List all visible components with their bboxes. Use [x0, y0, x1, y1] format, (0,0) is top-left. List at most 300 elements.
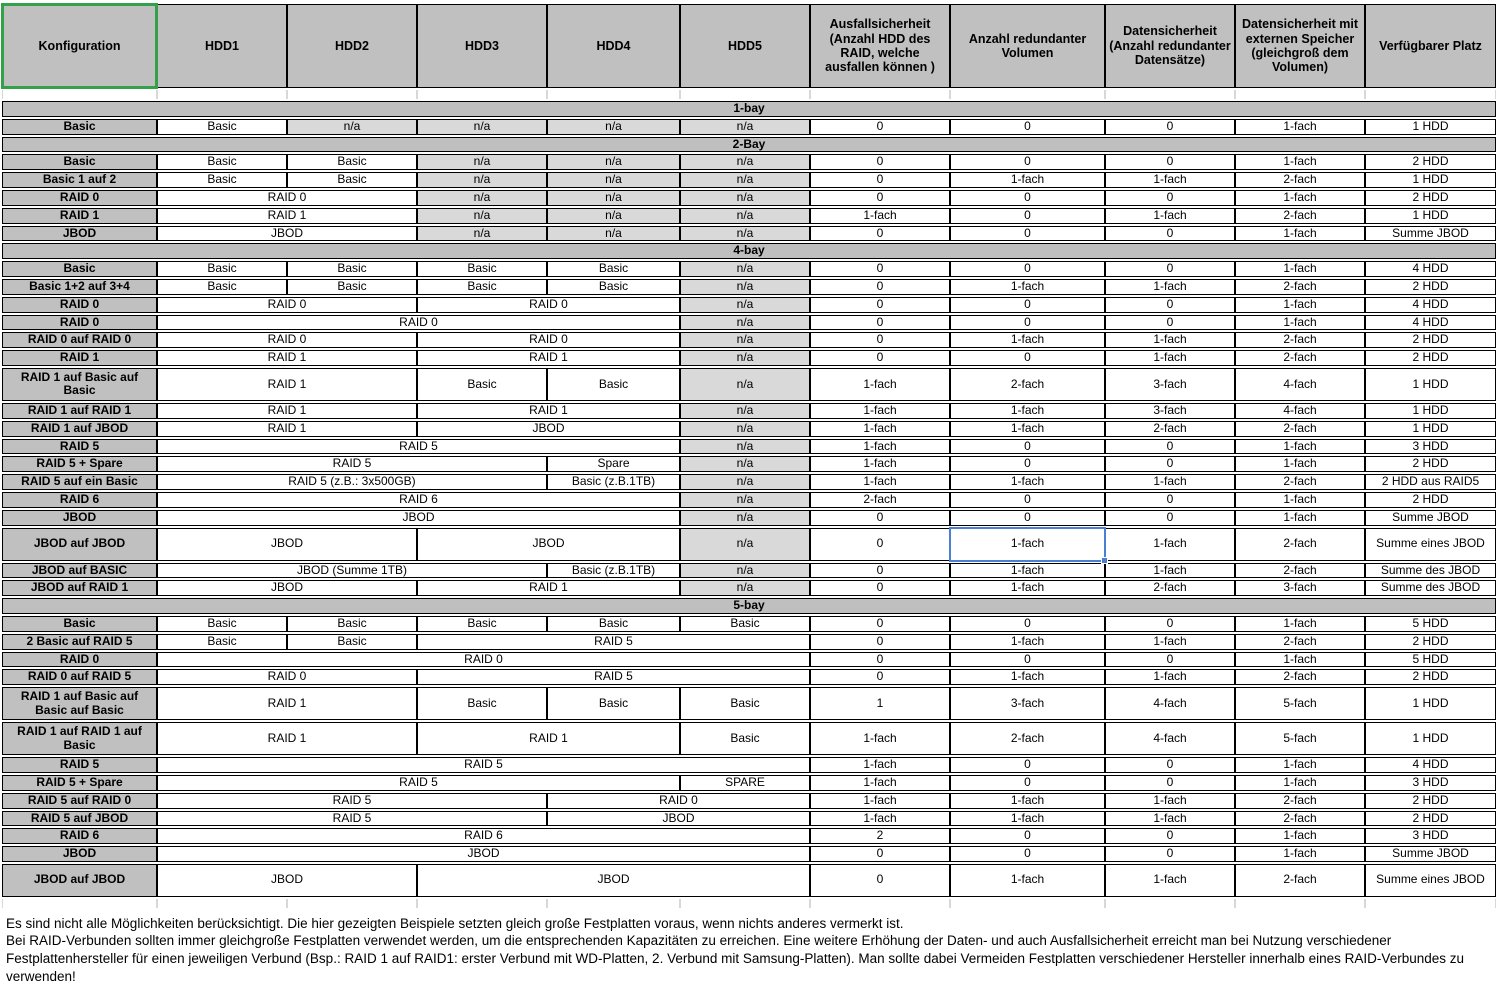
config-cell[interactable]: RAID 0 auf RAID 5: [2, 669, 157, 685]
empty-grid-cell[interactable]: [157, 90, 287, 99]
value-cell[interactable]: 1-fach: [950, 403, 1105, 419]
empty-grid-cell[interactable]: [1365, 899, 1496, 908]
header-cell-5[interactable]: HDD5: [680, 4, 810, 88]
value-cell[interactable]: 1-fach: [1235, 119, 1365, 135]
hdd-cell[interactable]: JBOD: [417, 864, 810, 897]
hdd-cell[interactable]: Basic: [157, 616, 287, 632]
value-cell[interactable]: 2 HDD: [1365, 279, 1496, 295]
section-bar-1-bay[interactable]: 1-bay: [2, 101, 1496, 117]
hdd-cell[interactable]: Basic: [287, 172, 417, 188]
config-cell[interactable]: JBOD auf BASIC: [2, 563, 157, 579]
empty-grid-cell[interactable]: [547, 90, 680, 99]
hdd-cell[interactable]: RAID 5: [157, 811, 547, 827]
value-cell[interactable]: Summe JBOD: [1365, 846, 1496, 862]
value-cell[interactable]: 1-fach: [950, 864, 1105, 897]
value-cell[interactable]: 0: [810, 634, 950, 650]
value-cell[interactable]: 1-fach: [1235, 226, 1365, 242]
value-cell[interactable]: 2-fach: [1235, 421, 1365, 437]
value-cell[interactable]: 0: [1105, 846, 1235, 862]
value-cell[interactable]: Summe eines JBOD: [1365, 864, 1496, 897]
value-cell[interactable]: 1-fach: [950, 563, 1105, 579]
value-cell[interactable]: 1 HDD: [1365, 119, 1496, 135]
value-cell[interactable]: 1-fach: [950, 580, 1105, 596]
value-cell[interactable]: 0: [810, 510, 950, 526]
value-cell[interactable]: 1-fach: [810, 793, 950, 809]
value-cell[interactable]: 0: [810, 528, 950, 561]
value-cell[interactable]: 1-fach: [1105, 208, 1235, 224]
value-cell[interactable]: 0: [810, 190, 950, 206]
config-cell[interactable]: RAID 0: [2, 190, 157, 206]
value-cell[interactable]: 4 HDD: [1365, 297, 1496, 313]
value-cell[interactable]: 0: [810, 279, 950, 295]
value-cell[interactable]: 2-fach: [1105, 580, 1235, 596]
hdd-cell[interactable]: Basic: [157, 279, 287, 295]
hdd-cell[interactable]: n/a: [417, 154, 547, 170]
value-cell[interactable]: 1: [810, 687, 950, 720]
value-cell[interactable]: 2-fach: [1235, 563, 1365, 579]
hdd-cell[interactable]: RAID 0: [157, 332, 417, 348]
hdd-cell[interactable]: RAID 6: [157, 492, 680, 508]
hdd-cell[interactable]: n/a: [680, 154, 810, 170]
hdd-cell[interactable]: Basic (z.B.1TB): [547, 563, 680, 579]
value-cell[interactable]: 3 HDD: [1365, 439, 1496, 455]
value-cell[interactable]: 1-fach: [1105, 793, 1235, 809]
empty-grid-cell[interactable]: [2, 899, 157, 908]
config-cell[interactable]: Basic: [2, 616, 157, 632]
value-cell[interactable]: 1-fach: [1105, 474, 1235, 490]
value-cell[interactable]: 1-fach: [1105, 279, 1235, 295]
hdd-cell[interactable]: RAID 5 (z.B.: 3x500GB): [157, 474, 547, 490]
hdd-cell[interactable]: Basic: [417, 368, 547, 401]
value-cell[interactable]: 0: [810, 315, 950, 331]
value-cell[interactable]: 3-fach: [950, 687, 1105, 720]
hdd-cell[interactable]: n/a: [680, 297, 810, 313]
hdd-cell[interactable]: RAID 5: [157, 439, 680, 455]
hdd-cell[interactable]: Basic: [417, 261, 547, 277]
value-cell[interactable]: 0: [1105, 154, 1235, 170]
value-cell[interactable]: 1-fach: [1105, 864, 1235, 897]
config-cell[interactable]: RAID 5: [2, 757, 157, 773]
config-cell[interactable]: JBOD auf RAID 1: [2, 580, 157, 596]
empty-grid-cell[interactable]: [417, 90, 547, 99]
hdd-cell[interactable]: JBOD: [157, 864, 417, 897]
value-cell[interactable]: Summe JBOD: [1365, 226, 1496, 242]
hdd-cell[interactable]: n/a: [680, 439, 810, 455]
config-cell[interactable]: JBOD auf JBOD: [2, 528, 157, 561]
value-cell[interactable]: 2 HDD: [1365, 190, 1496, 206]
header-cell-7[interactable]: Anzahl redundanter Volumen: [950, 4, 1105, 88]
value-cell[interactable]: 0: [950, 190, 1105, 206]
hdd-cell[interactable]: n/a: [680, 226, 810, 242]
hdd-cell[interactable]: JBOD: [417, 421, 680, 437]
hdd-cell[interactable]: RAID 5: [157, 775, 680, 791]
config-cell[interactable]: RAID 1: [2, 208, 157, 224]
value-cell[interactable]: 1-fach: [1105, 634, 1235, 650]
value-cell[interactable]: 2-fach: [1235, 793, 1365, 809]
hdd-cell[interactable]: n/a: [680, 580, 810, 596]
value-cell[interactable]: 0: [950, 226, 1105, 242]
hdd-cell[interactable]: RAID 1: [157, 687, 417, 720]
hdd-cell[interactable]: n/a: [680, 403, 810, 419]
value-cell[interactable]: 0: [1105, 492, 1235, 508]
value-cell[interactable]: 2-fach: [1105, 421, 1235, 437]
value-cell[interactable]: 1-fach: [950, 474, 1105, 490]
value-cell[interactable]: 0: [810, 332, 950, 348]
hdd-cell[interactable]: RAID 0: [157, 190, 417, 206]
value-cell[interactable]: 4 HDD: [1365, 261, 1496, 277]
hdd-cell[interactable]: Basic: [157, 634, 287, 650]
value-cell[interactable]: 3-fach: [1235, 580, 1365, 596]
value-cell[interactable]: 1 HDD: [1365, 421, 1496, 437]
value-cell[interactable]: 0: [950, 652, 1105, 668]
hdd-cell[interactable]: JBOD: [157, 226, 417, 242]
value-cell[interactable]: 0: [950, 208, 1105, 224]
value-cell[interactable]: 2-fach: [1235, 279, 1365, 295]
value-cell[interactable]: 0: [1105, 652, 1235, 668]
value-cell[interactable]: 0: [950, 297, 1105, 313]
empty-grid-cell[interactable]: [417, 899, 547, 908]
hdd-cell[interactable]: n/a: [417, 119, 547, 135]
value-cell[interactable]: 2 HDD: [1365, 332, 1496, 348]
hdd-cell[interactable]: n/a: [417, 190, 547, 206]
header-cell-8[interactable]: Datensicherheit (Anzahl redundanter Datensätze): [1105, 4, 1235, 88]
value-cell[interactable]: 1-fach: [810, 368, 950, 401]
value-cell[interactable]: 0: [810, 846, 950, 862]
hdd-cell[interactable]: n/a: [547, 119, 680, 135]
header-cell-1[interactable]: HDD1: [157, 4, 287, 88]
hdd-cell[interactable]: RAID 0: [157, 315, 680, 331]
value-cell[interactable]: 1 HDD: [1365, 208, 1496, 224]
hdd-cell[interactable]: Basic: [287, 634, 417, 650]
config-cell[interactable]: RAID 5 auf RAID 0: [2, 793, 157, 809]
value-cell[interactable]: 2-fach: [1235, 350, 1365, 366]
config-cell[interactable]: JBOD: [2, 510, 157, 526]
hdd-cell[interactable]: Basic: [547, 687, 680, 720]
value-cell[interactable]: 5 HDD: [1365, 652, 1496, 668]
value-cell[interactable]: 4 HDD: [1365, 315, 1496, 331]
config-cell[interactable]: RAID 5 + Spare: [2, 775, 157, 791]
value-cell[interactable]: 0: [950, 510, 1105, 526]
value-cell[interactable]: 1-fach: [810, 474, 950, 490]
value-cell[interactable]: 0: [950, 828, 1105, 844]
value-cell[interactable]: 2-fach: [1235, 669, 1365, 685]
empty-grid-cell[interactable]: [287, 90, 417, 99]
empty-grid-cell[interactable]: [1235, 899, 1365, 908]
value-cell[interactable]: 2-fach: [1235, 332, 1365, 348]
value-cell[interactable]: 1-fach: [1105, 528, 1235, 561]
hdd-cell[interactable]: n/a: [547, 154, 680, 170]
hdd-cell[interactable]: JBOD: [157, 580, 417, 596]
hdd-cell[interactable]: n/a: [680, 510, 810, 526]
value-cell[interactable]: 2: [810, 828, 950, 844]
config-cell[interactable]: RAID 5 auf ein Basic: [2, 474, 157, 490]
hdd-cell[interactable]: n/a: [547, 208, 680, 224]
hdd-cell[interactable]: n/a: [680, 456, 810, 472]
value-cell[interactable]: 2 HDD: [1365, 492, 1496, 508]
hdd-cell[interactable]: Spare: [547, 456, 680, 472]
value-cell[interactable]: 0: [950, 846, 1105, 862]
value-cell[interactable]: 3-fach: [1105, 403, 1235, 419]
hdd-cell[interactable]: n/a: [547, 190, 680, 206]
hdd-cell[interactable]: RAID 1: [157, 403, 417, 419]
value-cell[interactable]: 1 HDD: [1365, 687, 1496, 720]
value-cell[interactable]: 0: [810, 563, 950, 579]
hdd-cell[interactable]: JBOD: [157, 528, 417, 561]
value-cell[interactable]: 1 HDD: [1365, 368, 1496, 401]
config-cell[interactable]: RAID 5: [2, 439, 157, 455]
empty-grid-cell[interactable]: [810, 90, 950, 99]
hdd-cell[interactable]: n/a: [680, 261, 810, 277]
value-cell[interactable]: 0: [950, 315, 1105, 331]
hdd-cell[interactable]: RAID 5: [157, 793, 547, 809]
selected-cell[interactable]: 1-fach: [950, 528, 1105, 561]
empty-grid-cell[interactable]: [1235, 90, 1365, 99]
config-cell[interactable]: RAID 1 auf Basic auf Basic: [2, 368, 157, 401]
header-cell-3[interactable]: HDD3: [417, 4, 547, 88]
value-cell[interactable]: 0: [950, 154, 1105, 170]
value-cell[interactable]: 1-fach: [1105, 350, 1235, 366]
empty-grid-cell[interactable]: [810, 899, 950, 908]
value-cell[interactable]: 5-fach: [1235, 687, 1365, 720]
value-cell[interactable]: 0: [950, 775, 1105, 791]
header-cell-0[interactable]: Konfiguration: [2, 4, 157, 88]
value-cell[interactable]: 1-fach: [1105, 172, 1235, 188]
hdd-cell[interactable]: Basic: [287, 279, 417, 295]
hdd-cell[interactable]: Basic: [547, 261, 680, 277]
value-cell[interactable]: 0: [950, 439, 1105, 455]
value-cell[interactable]: 2 HDD aus RAID5: [1365, 474, 1496, 490]
header-cell-6[interactable]: Ausfallsicherheit (Anzahl HDD des RAID, welche ausfallen können ): [810, 4, 950, 88]
hdd-cell[interactable]: Basic: [547, 279, 680, 295]
value-cell[interactable]: 2 HDD: [1365, 350, 1496, 366]
hdd-cell[interactable]: Basic: [417, 687, 547, 720]
section-bar-5-bay[interactable]: 5-bay: [2, 598, 1496, 614]
header-cell-9[interactable]: Datensicherheit mit externen Speicher (gleichgroß dem Volumen): [1235, 4, 1365, 88]
header-cell-2[interactable]: HDD2: [287, 4, 417, 88]
value-cell[interactable]: 2 HDD: [1365, 793, 1496, 809]
value-cell[interactable]: 4-fach: [1105, 687, 1235, 720]
hdd-cell[interactable]: RAID 5: [157, 757, 810, 773]
hdd-cell[interactable]: RAID 1: [157, 368, 417, 401]
hdd-cell[interactable]: JBOD: [157, 510, 680, 526]
config-cell[interactable]: RAID 0 auf RAID 0: [2, 332, 157, 348]
value-cell[interactable]: 1-fach: [810, 421, 950, 437]
value-cell[interactable]: 3 HDD: [1365, 828, 1496, 844]
value-cell[interactable]: 0: [810, 226, 950, 242]
hdd-cell[interactable]: Basic: [680, 722, 810, 755]
value-cell[interactable]: 4-fach: [1235, 403, 1365, 419]
hdd-cell[interactable]: Basic: [680, 687, 810, 720]
value-cell[interactable]: 1-fach: [950, 421, 1105, 437]
value-cell[interactable]: 3 HDD: [1365, 775, 1496, 791]
value-cell[interactable]: 1-fach: [1235, 190, 1365, 206]
value-cell[interactable]: 1-fach: [1105, 563, 1235, 579]
value-cell[interactable]: 1 HDD: [1365, 403, 1496, 419]
hdd-cell[interactable]: RAID 1: [157, 722, 417, 755]
hdd-cell[interactable]: SPARE: [680, 775, 810, 791]
value-cell[interactable]: 2 HDD: [1365, 669, 1496, 685]
empty-grid-cell[interactable]: [1365, 90, 1496, 99]
hdd-cell[interactable]: Basic: [157, 154, 287, 170]
config-cell[interactable]: RAID 0: [2, 315, 157, 331]
hdd-cell[interactable]: n/a: [680, 492, 810, 508]
value-cell[interactable]: 0: [1105, 757, 1235, 773]
config-cell[interactable]: RAID 1 auf RAID 1: [2, 403, 157, 419]
value-cell[interactable]: 0: [1105, 616, 1235, 632]
hdd-cell[interactable]: RAID 0: [417, 297, 680, 313]
value-cell[interactable]: Summe des JBOD: [1365, 580, 1496, 596]
value-cell[interactable]: 0: [1105, 775, 1235, 791]
hdd-cell[interactable]: RAID 0: [157, 669, 417, 685]
section-bar-4-bay[interactable]: 4-bay: [2, 243, 1496, 259]
value-cell[interactable]: 1-fach: [1235, 456, 1365, 472]
config-cell[interactable]: RAID 5 auf JBOD: [2, 811, 157, 827]
hdd-cell[interactable]: n/a: [417, 226, 547, 242]
value-cell[interactable]: 0: [950, 757, 1105, 773]
hdd-cell[interactable]: Basic: [417, 279, 547, 295]
empty-grid-cell[interactable]: [157, 899, 287, 908]
hdd-cell[interactable]: JBOD: [417, 528, 680, 561]
hdd-cell[interactable]: RAID 0: [157, 652, 810, 668]
value-cell[interactable]: 1-fach: [1235, 510, 1365, 526]
hdd-cell[interactable]: n/a: [547, 226, 680, 242]
value-cell[interactable]: 2-fach: [810, 492, 950, 508]
value-cell[interactable]: 0: [1105, 119, 1235, 135]
value-cell[interactable]: 1-fach: [950, 279, 1105, 295]
value-cell[interactable]: 1-fach: [950, 332, 1105, 348]
value-cell[interactable]: 0: [810, 864, 950, 897]
value-cell[interactable]: 1-fach: [1235, 315, 1365, 331]
hdd-cell[interactable]: n/a: [680, 421, 810, 437]
hdd-cell[interactable]: RAID 0: [547, 793, 810, 809]
config-cell[interactable]: Basic: [2, 261, 157, 277]
hdd-cell[interactable]: n/a: [547, 172, 680, 188]
config-cell[interactable]: 2 Basic auf RAID 5: [2, 634, 157, 650]
config-cell[interactable]: RAID 1 auf RAID 1 auf Basic: [2, 722, 157, 755]
value-cell[interactable]: 0: [1105, 261, 1235, 277]
hdd-cell[interactable]: n/a: [680, 528, 810, 561]
header-cell-4[interactable]: HDD4: [547, 4, 680, 88]
hdd-cell[interactable]: n/a: [417, 208, 547, 224]
hdd-cell[interactable]: Basic: [547, 368, 680, 401]
config-cell[interactable]: Basic: [2, 119, 157, 135]
value-cell[interactable]: 2 HDD: [1365, 811, 1496, 827]
value-cell[interactable]: 1-fach: [950, 811, 1105, 827]
hdd-cell[interactable]: n/a: [680, 368, 810, 401]
value-cell[interactable]: 2-fach: [1235, 474, 1365, 490]
config-cell[interactable]: RAID 0: [2, 297, 157, 313]
hdd-cell[interactable]: n/a: [680, 563, 810, 579]
value-cell[interactable]: 0: [950, 261, 1105, 277]
value-cell[interactable]: 5 HDD: [1365, 616, 1496, 632]
value-cell[interactable]: Summe eines JBOD: [1365, 528, 1496, 561]
value-cell[interactable]: 2 HDD: [1365, 634, 1496, 650]
value-cell[interactable]: 2-fach: [1235, 208, 1365, 224]
config-cell[interactable]: Basic 1+2 auf 3+4: [2, 279, 157, 295]
value-cell[interactable]: 0: [1105, 456, 1235, 472]
hdd-cell[interactable]: Basic: [680, 616, 810, 632]
value-cell[interactable]: 2-fach: [950, 368, 1105, 401]
value-cell[interactable]: 2-fach: [1235, 528, 1365, 561]
config-cell[interactable]: JBOD: [2, 226, 157, 242]
config-cell[interactable]: JBOD: [2, 846, 157, 862]
hdd-cell[interactable]: n/a: [680, 332, 810, 348]
value-cell[interactable]: 2-fach: [1235, 811, 1365, 827]
empty-grid-cell[interactable]: [950, 899, 1105, 908]
hdd-cell[interactable]: n/a: [680, 208, 810, 224]
value-cell[interactable]: 0: [1105, 315, 1235, 331]
config-cell[interactable]: RAID 6: [2, 828, 157, 844]
value-cell[interactable]: 0: [810, 669, 950, 685]
value-cell[interactable]: 1-fach: [1105, 811, 1235, 827]
value-cell[interactable]: 1-fach: [1105, 669, 1235, 685]
hdd-cell[interactable]: n/a: [680, 119, 810, 135]
value-cell[interactable]: 0: [1105, 439, 1235, 455]
empty-grid-cell[interactable]: [1105, 899, 1235, 908]
value-cell[interactable]: Summe JBOD: [1365, 510, 1496, 526]
value-cell[interactable]: 1-fach: [810, 439, 950, 455]
value-cell[interactable]: 1-fach: [1235, 652, 1365, 668]
hdd-cell[interactable]: Basic: [547, 616, 680, 632]
value-cell[interactable]: 1-fach: [810, 775, 950, 791]
value-cell[interactable]: 1-fach: [1235, 297, 1365, 313]
value-cell[interactable]: 1-fach: [1235, 439, 1365, 455]
hdd-cell[interactable]: RAID 5: [417, 669, 810, 685]
header-cell-10[interactable]: Verfügbarer Platz: [1365, 4, 1496, 88]
hdd-cell[interactable]: n/a: [680, 190, 810, 206]
hdd-cell[interactable]: n/a: [417, 172, 547, 188]
hdd-cell[interactable]: Basic: [287, 154, 417, 170]
empty-grid-cell[interactable]: [287, 899, 417, 908]
empty-grid-cell[interactable]: [547, 899, 680, 908]
value-cell[interactable]: 0: [810, 261, 950, 277]
value-cell[interactable]: 2-fach: [1235, 172, 1365, 188]
config-cell[interactable]: RAID 0: [2, 652, 157, 668]
value-cell[interactable]: 0: [1105, 190, 1235, 206]
value-cell[interactable]: 1-fach: [810, 722, 950, 755]
hdd-cell[interactable]: Basic: [157, 172, 287, 188]
hdd-cell[interactable]: RAID 1: [157, 421, 417, 437]
value-cell[interactable]: 1-fach: [1235, 828, 1365, 844]
config-cell[interactable]: RAID 6: [2, 492, 157, 508]
value-cell[interactable]: 1 HDD: [1365, 172, 1496, 188]
hdd-cell[interactable]: RAID 1: [417, 403, 680, 419]
value-cell[interactable]: 1-fach: [810, 811, 950, 827]
value-cell[interactable]: 2 HDD: [1365, 154, 1496, 170]
hdd-cell[interactable]: n/a: [680, 172, 810, 188]
hdd-cell[interactable]: JBOD (Summe 1TB): [157, 563, 547, 579]
hdd-cell[interactable]: RAID 5: [417, 634, 810, 650]
value-cell[interactable]: 1-fach: [1235, 154, 1365, 170]
hdd-cell[interactable]: RAID 1: [157, 350, 417, 366]
value-cell[interactable]: 1-fach: [950, 634, 1105, 650]
value-cell[interactable]: 0: [810, 652, 950, 668]
value-cell[interactable]: 0: [1105, 510, 1235, 526]
section-bar-2-bay[interactable]: 2-Bay: [2, 137, 1496, 153]
hdd-cell[interactable]: RAID 1: [417, 722, 680, 755]
hdd-cell[interactable]: RAID 1: [417, 350, 680, 366]
value-cell[interactable]: 0: [810, 297, 950, 313]
hdd-cell[interactable]: n/a: [680, 315, 810, 331]
value-cell[interactable]: 1-fach: [810, 757, 950, 773]
empty-grid-cell[interactable]: [1105, 90, 1235, 99]
value-cell[interactable]: 5-fach: [1235, 722, 1365, 755]
value-cell[interactable]: 3-fach: [1105, 368, 1235, 401]
value-cell[interactable]: 1-fach: [950, 172, 1105, 188]
value-cell[interactable]: 1-fach: [1105, 332, 1235, 348]
value-cell[interactable]: 4-fach: [1235, 368, 1365, 401]
hdd-cell[interactable]: RAID 5: [157, 456, 547, 472]
